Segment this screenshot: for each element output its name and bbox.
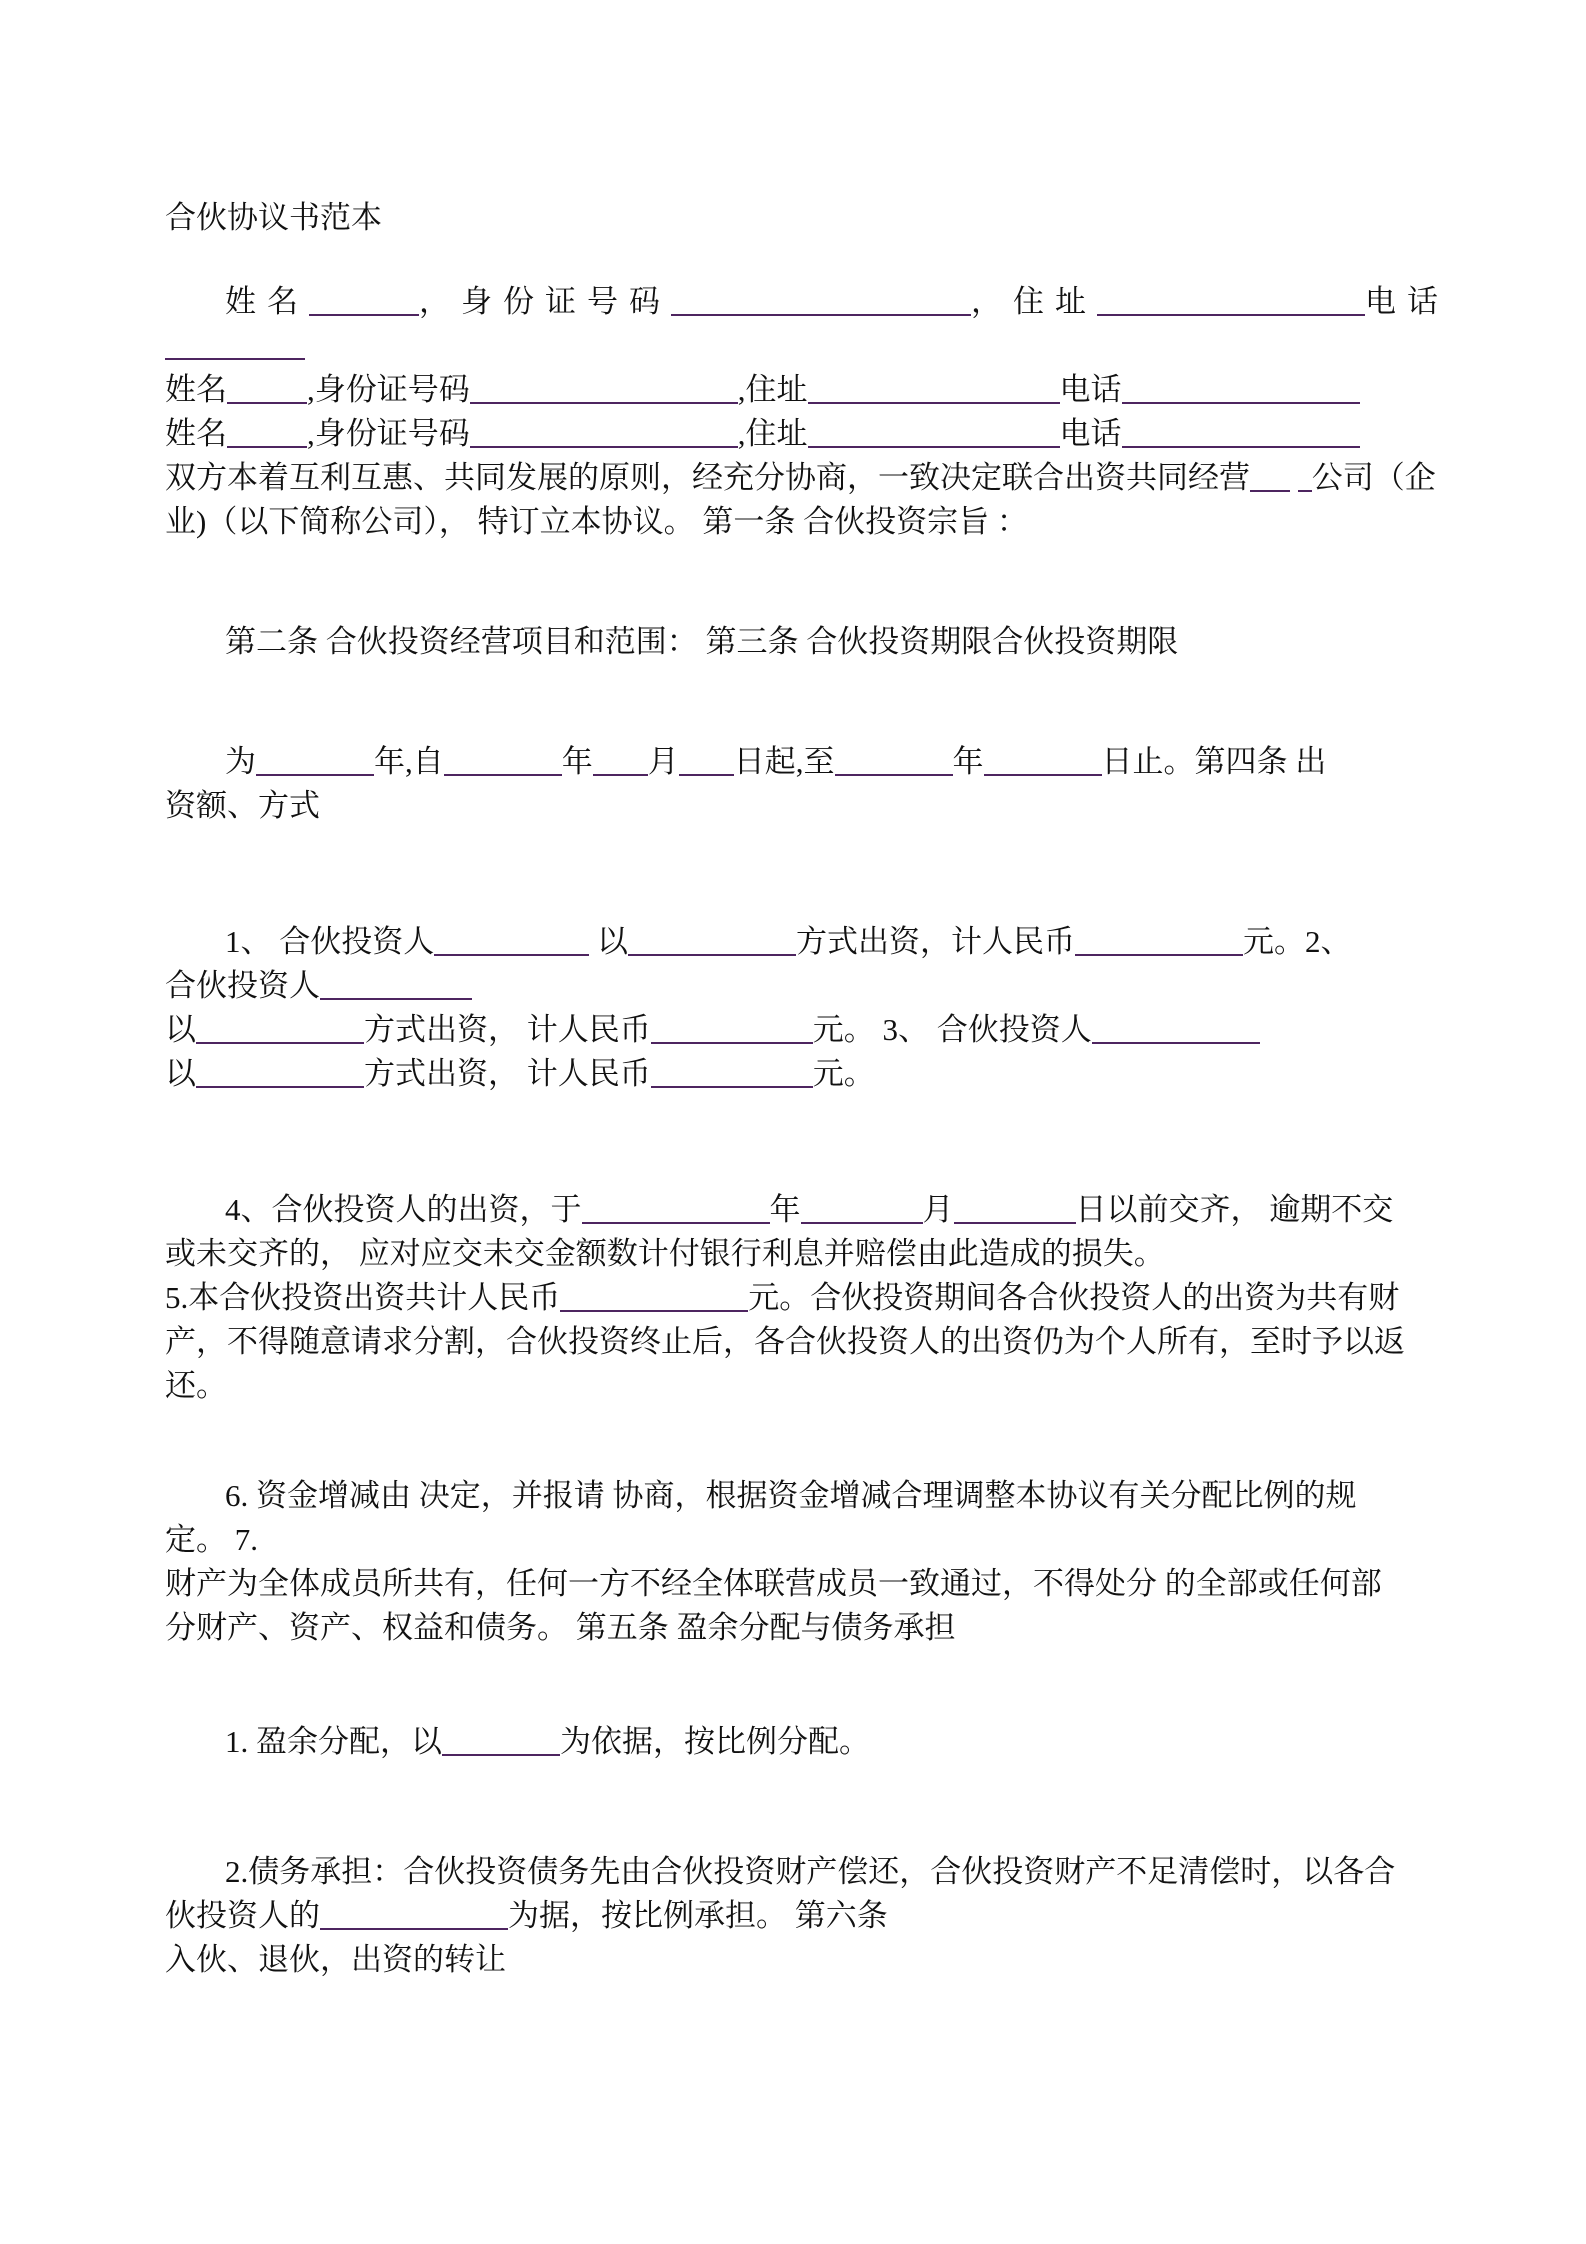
document-line	[165, 1720, 1446, 1764]
text-run: 入伙、退伙，出资的转让	[165, 1942, 506, 1977]
text-run: 元。 3、 合伙投资人	[812, 1012, 1092, 1047]
text-run: 以	[589, 924, 628, 959]
text-run: 日起,至	[733, 744, 835, 779]
text-run: ,身份证号码	[307, 372, 470, 407]
text-run: 业)（以下简称公司）， 特订立本协议。 第一条 合伙投资宗旨 ：	[165, 504, 1028, 539]
document-line	[165, 280, 1449, 324]
text-run: 年,自	[374, 744, 444, 779]
fill-in-blank	[671, 284, 971, 316]
document-line	[165, 1562, 1446, 1606]
fill-in-blank	[679, 744, 734, 776]
text-run: 元。合伙投资期间各合伙投资人的出资为共有财	[748, 1280, 1400, 1315]
document-line	[165, 412, 1446, 456]
document-line	[165, 324, 1446, 368]
text-run: 为依据，按比例分配。	[560, 1724, 870, 1759]
fill-in-blank	[1298, 460, 1312, 492]
fill-in-blank	[434, 924, 589, 956]
text-run: 元。	[812, 1056, 875, 1091]
fill-in-blank	[801, 1192, 923, 1224]
fill-in-blank	[309, 284, 419, 316]
document-line	[165, 1320, 1446, 1364]
text-run: 1、 合伙投资人	[225, 924, 435, 959]
document-line	[165, 1518, 1446, 1562]
document-line	[165, 456, 1446, 500]
fill-in-blank	[593, 744, 648, 776]
text-run: 姓名	[225, 284, 309, 319]
fill-in-blank	[196, 1056, 364, 1088]
fill-in-blank	[651, 1056, 813, 1088]
document-line	[165, 1474, 1446, 1518]
text-run: 财产为全体成员所共有，任何一方不经全体联营成员一致通过，不得处分 的全部或任何部	[165, 1566, 1382, 1601]
text-run	[1290, 460, 1298, 495]
text-run: 以	[165, 1056, 196, 1091]
fill-in-blank	[320, 968, 472, 1000]
fill-in-blank	[808, 416, 1060, 448]
document-line	[165, 1938, 1446, 1982]
fill-in-blank	[954, 1192, 1076, 1224]
fill-in-blank	[444, 744, 562, 776]
text-run: 为	[225, 744, 256, 779]
text-run: ,住址	[737, 372, 808, 407]
document-line	[165, 368, 1446, 412]
fill-in-blank	[651, 1012, 813, 1044]
fill-in-blank	[560, 1280, 748, 1312]
document-title: 合伙协议书范本	[165, 200, 382, 235]
text-run: 6. 资金增减由 决定，并报请 协商，根据资金增减合理调整本协议有关分配比例的规	[225, 1478, 1357, 1513]
document-line	[165, 1232, 1446, 1276]
document-line	[165, 620, 1446, 664]
text-run: 日以前交齐， 逾期不交	[1075, 1192, 1394, 1227]
text-run: 月	[922, 1192, 954, 1227]
text-run: 方式出资， 计人民币	[364, 1056, 651, 1091]
document-line	[165, 1008, 1446, 1052]
text-run: 元。2、	[1243, 924, 1352, 959]
text-run: 姓名	[165, 372, 227, 407]
text-run: 年	[561, 744, 593, 779]
document-line	[165, 964, 1446, 1008]
text-run: 产，不得随意请求分割，合伙投资终止后，各合伙投资人的出资仍为个人所有，至时予以返	[165, 1324, 1405, 1359]
text-run: 电话	[1365, 284, 1449, 319]
text-run: 伙投资人的	[165, 1898, 320, 1933]
text-run: ，身份证号码	[419, 284, 671, 319]
fill-in-blank	[582, 1192, 770, 1224]
text-run: 第二条 合伙投资经营项目和范围： 第三条 合伙投资期限合伙投资期限	[225, 624, 1179, 659]
text-run: 分财产、资产、权益和债务。 第五条 盈余分配与债务承担	[165, 1610, 956, 1645]
fill-in-blank	[808, 372, 1060, 404]
text-run: 资额、方式	[165, 788, 320, 823]
fill-in-blank	[1122, 372, 1360, 404]
text-run: 电话	[1059, 416, 1122, 451]
document-line	[165, 784, 1446, 828]
fill-in-blank	[1250, 460, 1290, 492]
text-run: 1. 盈余分配，以	[225, 1724, 442, 1759]
text-run: 以	[165, 1012, 196, 1047]
fill-in-blank	[442, 1724, 560, 1756]
document-line	[165, 1850, 1446, 1894]
fill-in-blank	[984, 744, 1102, 776]
text-run: 5.本合伙投资出资共计人民币	[165, 1280, 561, 1315]
text-run: ,身份证号码	[307, 416, 470, 451]
text-run: 2.债务承担：合伙投资债务先由合伙投资财产偿还，合伙投资财产不足清偿时，以各合	[225, 1854, 1396, 1889]
fill-in-blank	[256, 744, 374, 776]
text-run: 日止。第四条 出	[1101, 744, 1327, 779]
fill-in-blank	[835, 744, 953, 776]
fill-in-blank	[1097, 284, 1365, 316]
text-run: 4、合伙投资人的出资，于	[225, 1192, 582, 1227]
fill-in-blank	[1075, 924, 1243, 956]
fill-in-blank	[227, 372, 307, 404]
text-run: 为据，按比例承担。 第六条	[508, 1898, 888, 1933]
fill-in-blank	[1092, 1012, 1260, 1044]
document-line	[165, 1606, 1446, 1650]
text-run: 方式出资， 计人民币	[364, 1012, 651, 1047]
document-line	[165, 1052, 1446, 1096]
text-run: ，住址	[971, 284, 1097, 319]
document-line	[165, 740, 1446, 784]
text-run: 电话	[1059, 372, 1122, 407]
fill-in-blank	[320, 1898, 508, 1930]
fill-in-blank	[470, 416, 738, 448]
fill-in-blank	[165, 328, 305, 360]
text-run: 月	[647, 744, 679, 779]
document-line	[165, 500, 1446, 544]
fill-in-blank	[227, 416, 307, 448]
text-run: ,住址	[737, 416, 808, 451]
document-line	[165, 1188, 1446, 1232]
text-run: 合伙投资人	[165, 968, 320, 1003]
text-run: 公司（企	[1311, 460, 1436, 495]
fill-in-blank	[1122, 416, 1360, 448]
document-line	[165, 1276, 1446, 1320]
text-run: 方式出资，计人民币	[796, 924, 1075, 959]
document-line	[165, 1364, 1446, 1408]
text-run: 还。	[165, 1368, 227, 1403]
document-line	[165, 1894, 1446, 1938]
text-run: 姓名	[165, 416, 227, 451]
fill-in-blank	[628, 924, 796, 956]
fill-in-blank	[196, 1012, 364, 1044]
text-run: 年	[769, 1192, 801, 1227]
text-run: 或未交齐的， 应对应交未交金额数计付银行利息并赔偿由此造成的损失。	[165, 1236, 1165, 1271]
text-run: 年	[952, 744, 984, 779]
fill-in-blank	[470, 372, 738, 404]
document-body	[165, 280, 1449, 1982]
text-run: 定。 7.	[165, 1522, 258, 1557]
document-line	[165, 920, 1446, 964]
text-run: 双方本着互利互惠、共同发展的原则，经充分协商，一致决定联合出资共同经营	[165, 460, 1250, 495]
